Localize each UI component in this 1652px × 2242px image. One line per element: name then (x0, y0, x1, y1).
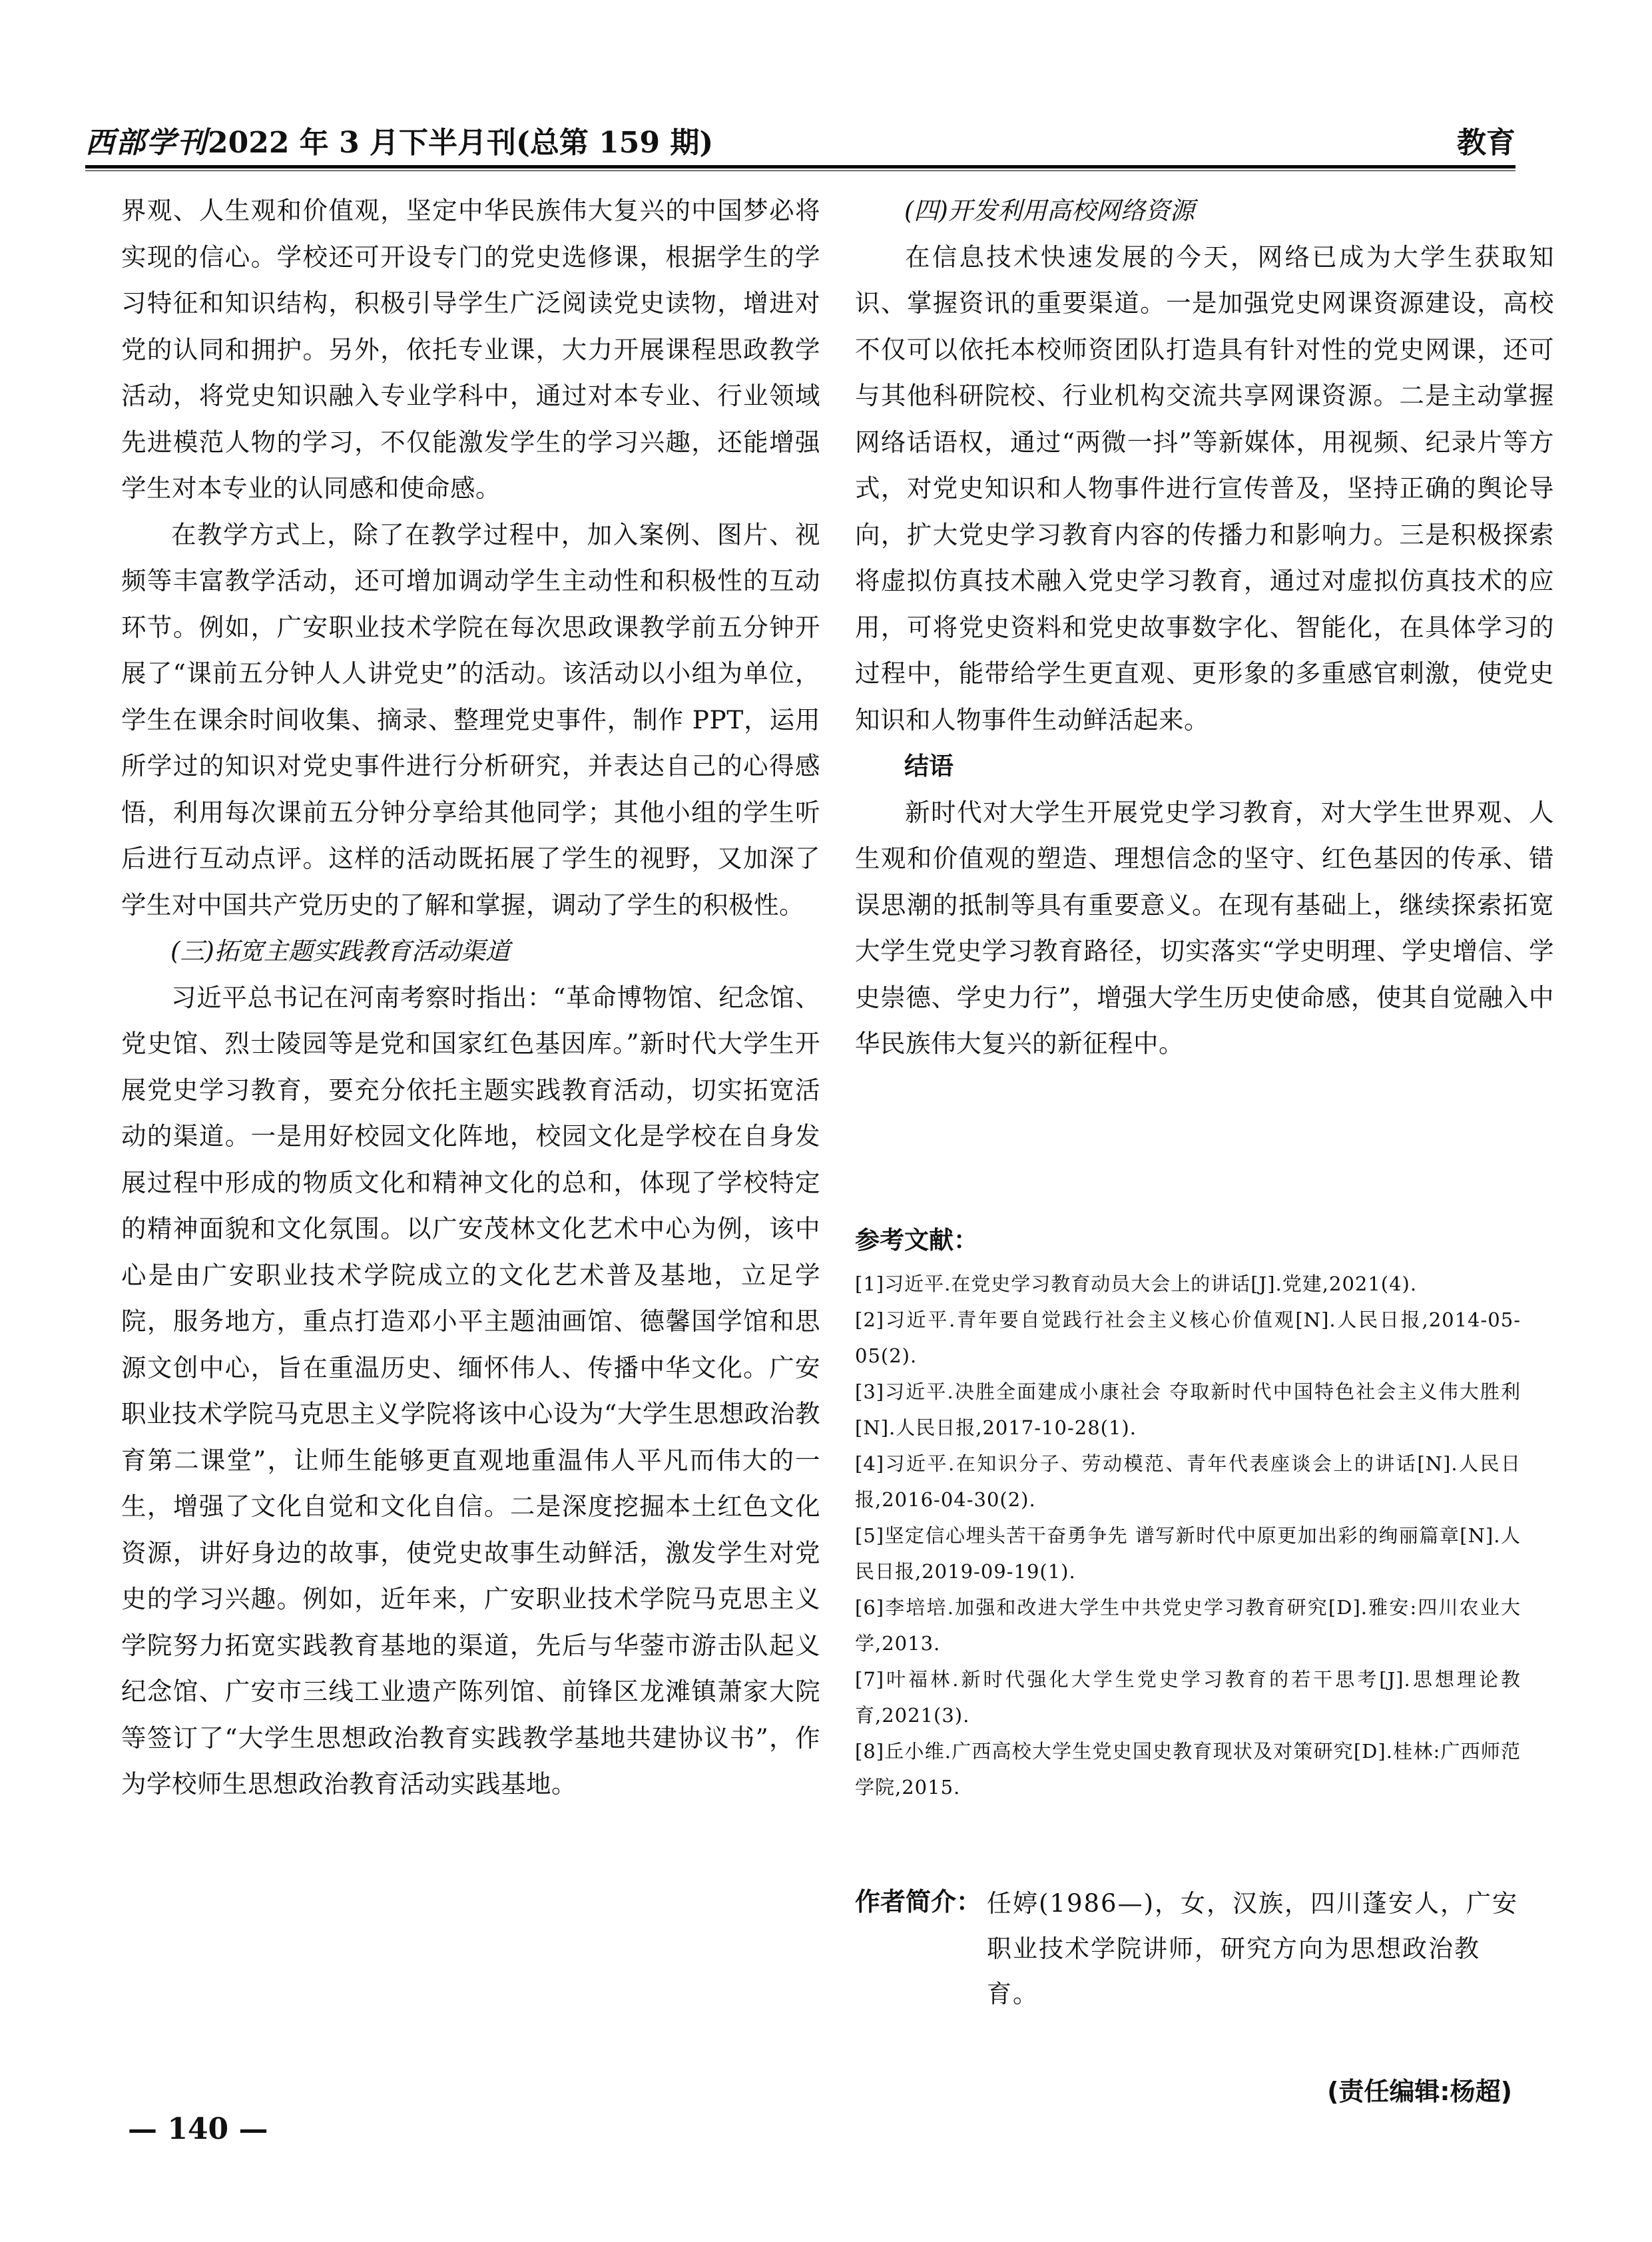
reference-item: [7]叶福林.新时代强化大学生党史学习教育的若干思考[J].思想理论教育,2021(3). (855, 1668, 1521, 1727)
journal-issue-line (85, 119, 713, 161)
right-column (855, 188, 1554, 1067)
page-number: — 140 — (128, 2112, 268, 2146)
reference-item: [8]丘小维.广西高校大学生党史国史教育现状及对策研究[D].桂林:广西师范学院,2015. (855, 1740, 1521, 1799)
subsection-heading: (四)开发利用高校网络资源 (904, 196, 1195, 225)
body-paragraph: 在教学方式上，除了在教学过程中，加入案例、图片、视频等丰富教学活动，还可增加调动学生主动性和积极性的互动环节。例如，广安职业技术学院在每次思政课教学前五分钟开展了“课前五分钟人人讲党史”的活动。该活动以小组为单位，学生在课余时间收集、摘录、整理党史事件，制作 PPT，运用所学过的知识对党史事件进行分析研究，并表达自己的心得感悟，利用每次课前五分钟分享给其他同学；其他小组的学生听后进行互动点评。这样的活动既拓展了学生的视野，又加深了学生对中国共产党历史的了解和掌握，调动了学生的积极性。 (121, 519, 820, 920)
responsible-editor: (责任编辑:杨超) (1327, 2077, 1512, 2106)
left-column (121, 188, 820, 1808)
body-paragraph: 界观、人生观和价值观，坚定中华民族伟大复兴的中国梦必将实现的信心。学校还可开设专门的党史选修课，根据学生的学习特征和知识结构，积极引导学生广泛阅读党史读物，增进对党的认同和拥护。另外，依托专业课，大力开展课程思政教学活动，将党史知识融入专业学科中，通过对本专业、行业领域先进模范人物的学习，不仅能激发学生的学习兴趣，还能增强学生对本专业的认同感和使命感。 (121, 196, 820, 503)
references-section (855, 1221, 1521, 1805)
section-label: 教育 (1457, 126, 1515, 160)
author-bio-label: 作者简介： (855, 1887, 982, 1916)
references-list (855, 1266, 1521, 1805)
reference-item: [3]习近平.决胜全面建成小康社会 夺取新时代中国特色社会主义伟大胜利[N].人民日报,2017-10-28(1). (855, 1380, 1521, 1439)
subsection-heading: (三)拓宽主题实践教育活动渠道 (170, 937, 510, 966)
reference-item: [4]习近平.在知识分子、劳动模范、青年代表座谈会上的讲话[N].人民日报,2016-04-30(2). (855, 1452, 1521, 1511)
issue-label: 2022 年 3 月下半月刊(总第 159 期) (208, 126, 714, 160)
section-heading: 结语 (904, 752, 954, 780)
running-header (85, 119, 1515, 158)
author-bio (855, 1881, 1521, 2017)
body-paragraph: 习近平总书记在河南考察时指出：“革命博物馆、纪念馆、党史馆、烈士陵园等是党和国家红色基因库。”新时代大学生开展党史学习教育，要充分依托主题实践教育活动，切实拓宽活动的渠道。一是用好校园文化阵地，校园文化是学校在自身发展过程中形成的物质文化和精神文化的总和，体现了学校特定的精神面貌和文化氛围。以广安茂林文化艺术中心为例，该中心是由广安职业技术学院成立的文化艺术普及基地，立足学院，服务地方，重点打造邓小平主题油画馆、德馨国学馆和思源文创中心，旨在重温历史、缅怀伟人、传播中华文化。广安职业技术学院马克思主义学院将该中心设为“大学生思想政治教育第二课堂”，让师生能够更直观地重温伟人平凡而伟大的一生，增强了文化自觉和文化自信。二是深度挖掘本土红色文化资源，讲好身边的故事，使党史故事生动鲜活，激发学生对党史的学习兴趣。例如，近年来，广安职业技术学院马克思主义学院努力拓宽实践教育基地的渠道，先后与华蓥市游击队起义纪念馆、广安市三线工业遗产陈列馆、前锋区龙滩镇萧家大院等签订了“大学生思想政治教育实践教学基地共建协议书”，作为学校师生思想政治教育活动实践基地。 (121, 982, 820, 1799)
reference-item: [5]坚定信心埋头苦干奋勇争先 谱写新时代中原更加出彩的绚丽篇章[N].人民日报,2019-09-19(1). (855, 1524, 1521, 1583)
reference-item: [1]习近平.在党史学习教育动员大会上的讲话[J].党建,2021(4). (855, 1272, 1418, 1295)
reference-item: [2]习近平.青年要自觉践行社会主义核心价值观[N].人民日报,2014-05-05(2). (855, 1308, 1521, 1367)
body-paragraph: 新时代对大学生开展党史学习教育，对大学生世界观、人生观和价值观的塑造、理想信念的坚守、红色基因的传承、错误思潮的抵制等具有重要意义。在现有基础上，继续探索拓宽大学生党史学习教育路径，切实落实“学史明理、学史增信、学史崇德、学史力行”，增强大学生历史使命感，使其自觉融入中华民族伟大复兴的新征程中。 (855, 797, 1554, 1058)
journal-logo: 西部学刊 (85, 126, 208, 160)
body-paragraph: 在信息技术快速发展的今天，网络已成为大学生获取知识、掌握资讯的重要渠道。一是加强党史网课资源建设，高校不仅可以依托本校师资团队打造具有针对性的党史网课，还可与其他科研院校、行业机构交流共享网课资源。二是主动掌握网络话语权，通过“两微一抖”等新媒体，用视频、纪录片等方式，对党史知识和人物事件进行宣传普及，坚持正确的舆论导向，扩大党史学习教育内容的传播力和影响力。三是积极探索将虚拟仿真技术融入党史学习教育，通过对虚拟仿真技术的应用，可将党史资料和党史故事数字化、智能化，在具体学习的过程中，能带给学生更直观、更形象的多重感官刺激，使党史知识和人物事件生动鲜活起来。 (855, 242, 1554, 734)
reference-item: [6]李培培.加强和改进大学生中共党史学习教育研究[D].雅安:四川农业大学,2013. (855, 1596, 1521, 1655)
author-bio-text: 任婷(1986—)，女，汉族，四川蓬安人，广安职业技术学院讲师，研究方向为思想政治教育。 (987, 1889, 1519, 2008)
header-rule (85, 165, 1515, 171)
references-title: 参考文献： (855, 1226, 978, 1255)
